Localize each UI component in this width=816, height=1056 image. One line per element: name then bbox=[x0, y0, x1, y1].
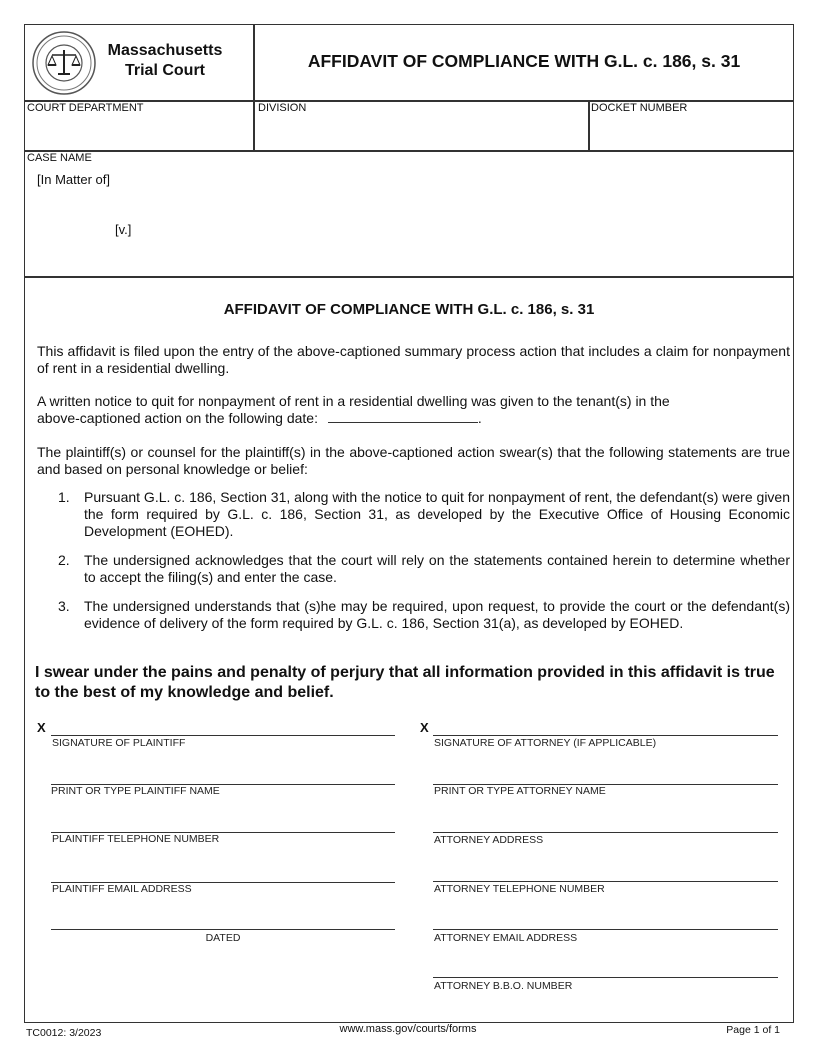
paragraph-1: This affidavit is filed upon the entry of the above-captioned summary process action that includes a claim for nonpayment of rent in a residential dwelling. bbox=[37, 343, 790, 376]
item-number: 1. bbox=[58, 489, 70, 505]
notice-date-field[interactable] bbox=[328, 410, 478, 423]
docket-number-label: DOCKET NUMBER bbox=[591, 102, 688, 114]
period: . bbox=[477, 410, 482, 426]
attorney-telephone-label: ATTORNEY TELEPHONE NUMBER bbox=[434, 883, 605, 895]
divider bbox=[253, 24, 255, 150]
item-text: Pursuant G.L. c. 186, Section 31, along with the notice to quit for nonpayment of rent, the defendant(s) were given the form required by G.L. c. 186, Section 31, as developed by the Executive Office of Housing Economic Development (EOHED). bbox=[84, 489, 790, 539]
plaintiff-email-label: PLAINTIFF EMAIL ADDRESS bbox=[52, 883, 192, 895]
org-name-line2: Trial Court bbox=[124, 62, 205, 79]
attorney-address-field[interactable] bbox=[433, 832, 778, 833]
attorney-address-label: ATTORNEY ADDRESS bbox=[434, 834, 544, 846]
dated-label: DATED bbox=[205, 932, 241, 944]
attorney-email-label: ATTORNEY EMAIL ADDRESS bbox=[434, 932, 578, 944]
court-seal-logo bbox=[31, 30, 97, 96]
attorney-signature-label: SIGNATURE OF ATTORNEY (IF APPLICABLE) bbox=[434, 737, 657, 749]
body-heading: AFFIDAVIT OF COMPLIANCE WITH G.L. c. 186, s. 31 bbox=[223, 301, 595, 318]
plaintiff-telephone-label: PLAINTIFF TELEPHONE NUMBER bbox=[52, 833, 220, 845]
plaintiff-name-label: PRINT OR TYPE PLAINTIFF NAME bbox=[51, 785, 220, 797]
x-mark: X bbox=[420, 720, 429, 735]
forms-url[interactable]: www.mass.gov/courts/forms bbox=[339, 1023, 477, 1035]
attorney-email-field[interactable] bbox=[433, 929, 778, 930]
attorney-bbo-label: ATTORNEY B.B.O. NUMBER bbox=[434, 980, 573, 992]
court-department-field[interactable] bbox=[26, 116, 252, 148]
list-item bbox=[58, 489, 790, 540]
divider bbox=[24, 276, 794, 278]
item-text: The undersigned acknowledges that the court will rely on the statements contained herein to determine whether to accept the filing(s) and enter the case. bbox=[84, 552, 790, 585]
attorney-name-label: PRINT OR TYPE ATTORNEY NAME bbox=[434, 785, 606, 797]
list-item bbox=[58, 598, 790, 632]
paragraph-3: The plaintiff(s) or counsel for the plaintiff(s) in the above-captioned action swear(s) that the following statements are true and based on personal knowledge or belief: bbox=[37, 444, 790, 477]
attorney-signature-field[interactable] bbox=[433, 735, 778, 736]
divider bbox=[588, 100, 590, 150]
list-item bbox=[58, 552, 790, 586]
form-id: TC0012: 3/2023 bbox=[26, 1027, 102, 1039]
division-label: DIVISION bbox=[258, 102, 307, 114]
plaintiff-signature-field[interactable] bbox=[51, 735, 395, 736]
x-mark: X bbox=[37, 720, 46, 735]
attorney-telephone-field[interactable] bbox=[433, 881, 778, 882]
paragraph-2a: A written notice to quit for nonpayment of rent in a residential dwelling was given to the tenant(s) in the bbox=[37, 393, 670, 409]
plaintiff-signature-label: SIGNATURE OF PLAINTIFF bbox=[52, 737, 186, 749]
in-matter-of-field[interactable]: [In Matter of] bbox=[37, 172, 110, 187]
attorney-bbo-field[interactable] bbox=[433, 977, 778, 978]
dated-field[interactable] bbox=[51, 929, 395, 930]
division-field[interactable] bbox=[256, 116, 586, 148]
divider bbox=[24, 150, 794, 152]
paragraph-2b: above-captioned action on the following date: bbox=[37, 410, 318, 426]
docket-number-field[interactable] bbox=[591, 116, 791, 148]
court-department-label: COURT DEPARTMENT bbox=[27, 102, 144, 114]
form-title: AFFIDAVIT OF COMPLIANCE WITH G.L. c. 186, s. 31 bbox=[307, 51, 741, 71]
page-number: Page 1 of 1 bbox=[726, 1024, 780, 1036]
versus-field[interactable]: [v.] bbox=[115, 222, 132, 237]
oath-statement: I swear under the pains and penalty of perjury that all information provided in this affidavit is true to the best of my knowledge and belief. bbox=[35, 664, 775, 701]
case-name-label: CASE NAME bbox=[27, 152, 92, 164]
item-number: 3. bbox=[58, 598, 70, 614]
item-text: The undersigned understands that (s)he may be required, upon request, to provide the court or the defendant(s) evidence of delivery of the form required by G.L. c. 186, Section 31(a), as developed by EOHED. bbox=[84, 598, 790, 631]
org-name-line1: Massachusetts bbox=[107, 42, 223, 59]
item-number: 2. bbox=[58, 552, 70, 568]
